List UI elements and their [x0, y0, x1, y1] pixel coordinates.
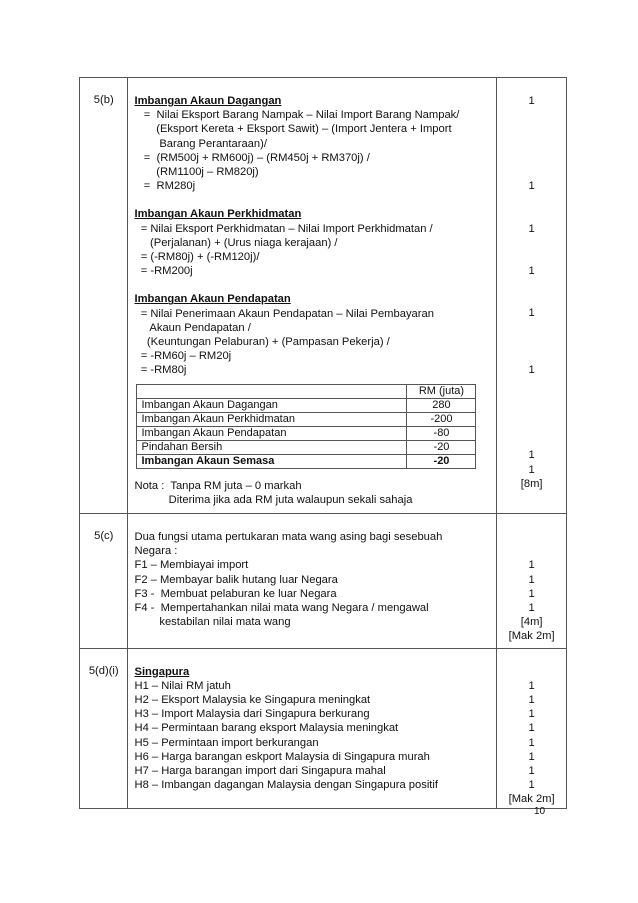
answer-line: H4 – Permintaan barang eksport Malaysia meningkat — [134, 722, 399, 735]
answer-line: kestabilan nilai mata wang — [134, 616, 291, 629]
answer-lines — [134, 94, 490, 378]
answer-line: (Eksport Kereta + Eksport Sawit) – (Import Jentera + Import — [134, 123, 452, 136]
mark-value — [497, 544, 566, 558]
mark-value — [497, 321, 566, 335]
marks-list — [497, 665, 566, 807]
mark-value: [Mak 2m] — [508, 630, 555, 643]
section-title: Imbangan Akaun Pendapatan — [134, 293, 291, 306]
answer-line: = Nilai Penerimaan Akaun Pendapatan – Nilai Pembayaran — [134, 307, 434, 320]
note-line: Nota : Tanpa RM juta – 0 markah — [134, 479, 302, 492]
answer-line: = Nilai Eksport Barang Nampak – Nilai Import Barang Nampak/ — [134, 109, 460, 122]
mark-value — [497, 151, 566, 165]
row-5b — [80, 78, 567, 514]
mark-value: 1 — [528, 708, 535, 721]
summary-value: 280 — [407, 398, 476, 412]
answer-line: = -RM60j – RM20j — [134, 350, 232, 363]
section-title: Imbangan Akaun Perkhidmatan — [134, 208, 302, 221]
answer-line: Dua fungsi utama pertukaran mata wang asing bagi sesebuah — [134, 531, 443, 544]
summary-label: Pindahan Bersih — [137, 440, 407, 454]
summary-row — [137, 440, 476, 454]
mark-value: 1 — [528, 573, 535, 586]
answer-line: H1 – Nilai RM jatuh — [134, 679, 231, 692]
summary-row — [137, 426, 476, 440]
answer-line: (RM1100j – RM820j) — [134, 166, 259, 179]
summary-label: Imbangan Akaun Perkhidmatan — [137, 412, 407, 426]
marks-cell — [497, 78, 567, 514]
mark-value: 1 — [528, 764, 535, 777]
answer-line: = Nilai Eksport Perkhidmatan – Nilai Import Perkhidmatan / — [134, 222, 433, 235]
answer-cell — [128, 78, 497, 514]
mark-value: 1 — [528, 95, 535, 107]
answer-line: = (RM500j + RM600j) – (RM450j + RM370j) / — [134, 151, 370, 164]
answer-line: = (-RM80j) + (-RM120j)/ — [134, 251, 260, 264]
answer-cell — [128, 648, 497, 809]
question-number: 5(b) — [80, 78, 128, 514]
answer-line: (Perjalanan) + (Urus niaga kerajaan) / — [134, 236, 338, 249]
page-number: 10 — [534, 806, 546, 817]
mark-value: 1 — [528, 180, 535, 193]
answer-line: H3 – Import Malaysia dari Singapura berkurang — [134, 708, 370, 721]
mark-value: 1 — [528, 559, 535, 572]
answer-line: (Keuntungan Pelaburan) + (Pampasan Pekerja) / — [134, 336, 390, 349]
summary-row — [137, 412, 476, 426]
mark-value — [497, 165, 566, 179]
mark-value: 1 — [528, 693, 535, 706]
answer-cell — [128, 514, 497, 649]
mark-value — [497, 207, 566, 221]
mark-value: 1 — [528, 222, 535, 235]
mark-value: 1 — [528, 750, 535, 763]
summary-table — [136, 384, 476, 469]
mark-value — [497, 193, 566, 207]
answer-line: = -RM80j — [134, 364, 187, 377]
answer-line: H7 – Harga barangan import dari Singapura mahal — [134, 764, 386, 777]
summary-value: -20 — [407, 440, 476, 454]
answer-line: Akaun Pendapatan / — [134, 321, 251, 334]
summary-value: -80 — [407, 426, 476, 440]
section-title: Singapura — [134, 665, 190, 678]
answer-line: H6 – Harga barangan eskport Malaysia di Singapura murah — [134, 750, 430, 763]
mark-value: 1 — [528, 722, 535, 735]
summary-label: Imbangan Akaun Pendapatan — [137, 426, 407, 440]
mark-value: 1 — [528, 602, 535, 614]
summary-value: -200 — [407, 412, 476, 426]
answer-line: F1 – Membiayai import — [134, 559, 249, 572]
mark-value: 1 — [528, 364, 535, 377]
mark-value: 1 — [528, 736, 535, 749]
answer-line: F4 - Mempertahankan nilai mata wang Negara / mengawal — [134, 602, 429, 615]
answer-lines — [134, 530, 490, 629]
answer-line: F3 - Membuat pelaburan ke luar Negara — [134, 587, 337, 600]
note-line: Diterima jika ada RM juta walaupun sekali sahaja — [134, 493, 413, 506]
answer-line: Negara : — [134, 545, 178, 558]
marks-cell — [497, 514, 567, 649]
summary-row — [137, 398, 476, 412]
mark-value: [4m] — [520, 616, 543, 629]
marks-list — [497, 530, 566, 644]
answer-line: H8 – Imbangan dagangan Malaysia dengan Singapura positif — [134, 779, 439, 792]
summary-value: -20 — [407, 454, 476, 468]
mark-value — [497, 108, 566, 122]
mark-value: 1 — [528, 307, 535, 320]
summary-header: RM (juta) — [407, 384, 476, 398]
mark-value: 1 — [528, 679, 535, 692]
mark-value — [497, 278, 566, 292]
answer-line: = RM280j — [134, 180, 196, 193]
marking-scheme-table — [79, 77, 567, 809]
mark-value — [497, 349, 566, 363]
row-5c — [80, 514, 567, 649]
answer-line: H5 – Permintaan import berkurangan — [134, 736, 319, 749]
section-title: Imbangan Akaun Dagangan — [134, 95, 282, 107]
mark-value — [497, 122, 566, 136]
mark-value: 1 — [528, 449, 535, 462]
mark-value: 1 — [528, 587, 535, 600]
answer-line — [134, 278, 490, 292]
answer-line: F2 – Membayar balik hutang luar Negara — [134, 573, 338, 586]
mark-value — [497, 236, 566, 250]
summary-row — [137, 454, 476, 468]
mark-value: 1 — [528, 463, 535, 476]
summary-label: Imbangan Akaun Dagangan — [137, 398, 407, 412]
row-5di — [80, 648, 567, 809]
marks-cell — [497, 648, 567, 809]
answer-line: H2 – Eksport Malaysia ke Singapura meningkat — [134, 693, 371, 706]
question-number: 5(c) — [80, 514, 128, 649]
mark-value — [497, 335, 566, 349]
marks-list — [497, 448, 566, 491]
mark-value: [8m] — [520, 477, 543, 490]
question-number: 5(d)(i) — [80, 648, 128, 809]
marks-list — [497, 94, 566, 377]
summary-label: Imbangan Akaun Semasa — [137, 454, 407, 468]
mark-value — [497, 292, 566, 306]
mark-value — [497, 665, 566, 679]
mark-value — [497, 530, 566, 544]
answer-line: Barang Perantaraan)/ — [134, 137, 267, 150]
answer-line: = -RM200j — [134, 265, 193, 278]
answer-lines — [134, 679, 490, 793]
mark-value — [497, 250, 566, 264]
mark-value: 1 — [528, 265, 535, 278]
answer-line — [134, 193, 490, 207]
mark-value: 1 — [528, 779, 535, 792]
mark-value: [Mak 2m] — [508, 793, 555, 806]
mark-value — [497, 137, 566, 151]
